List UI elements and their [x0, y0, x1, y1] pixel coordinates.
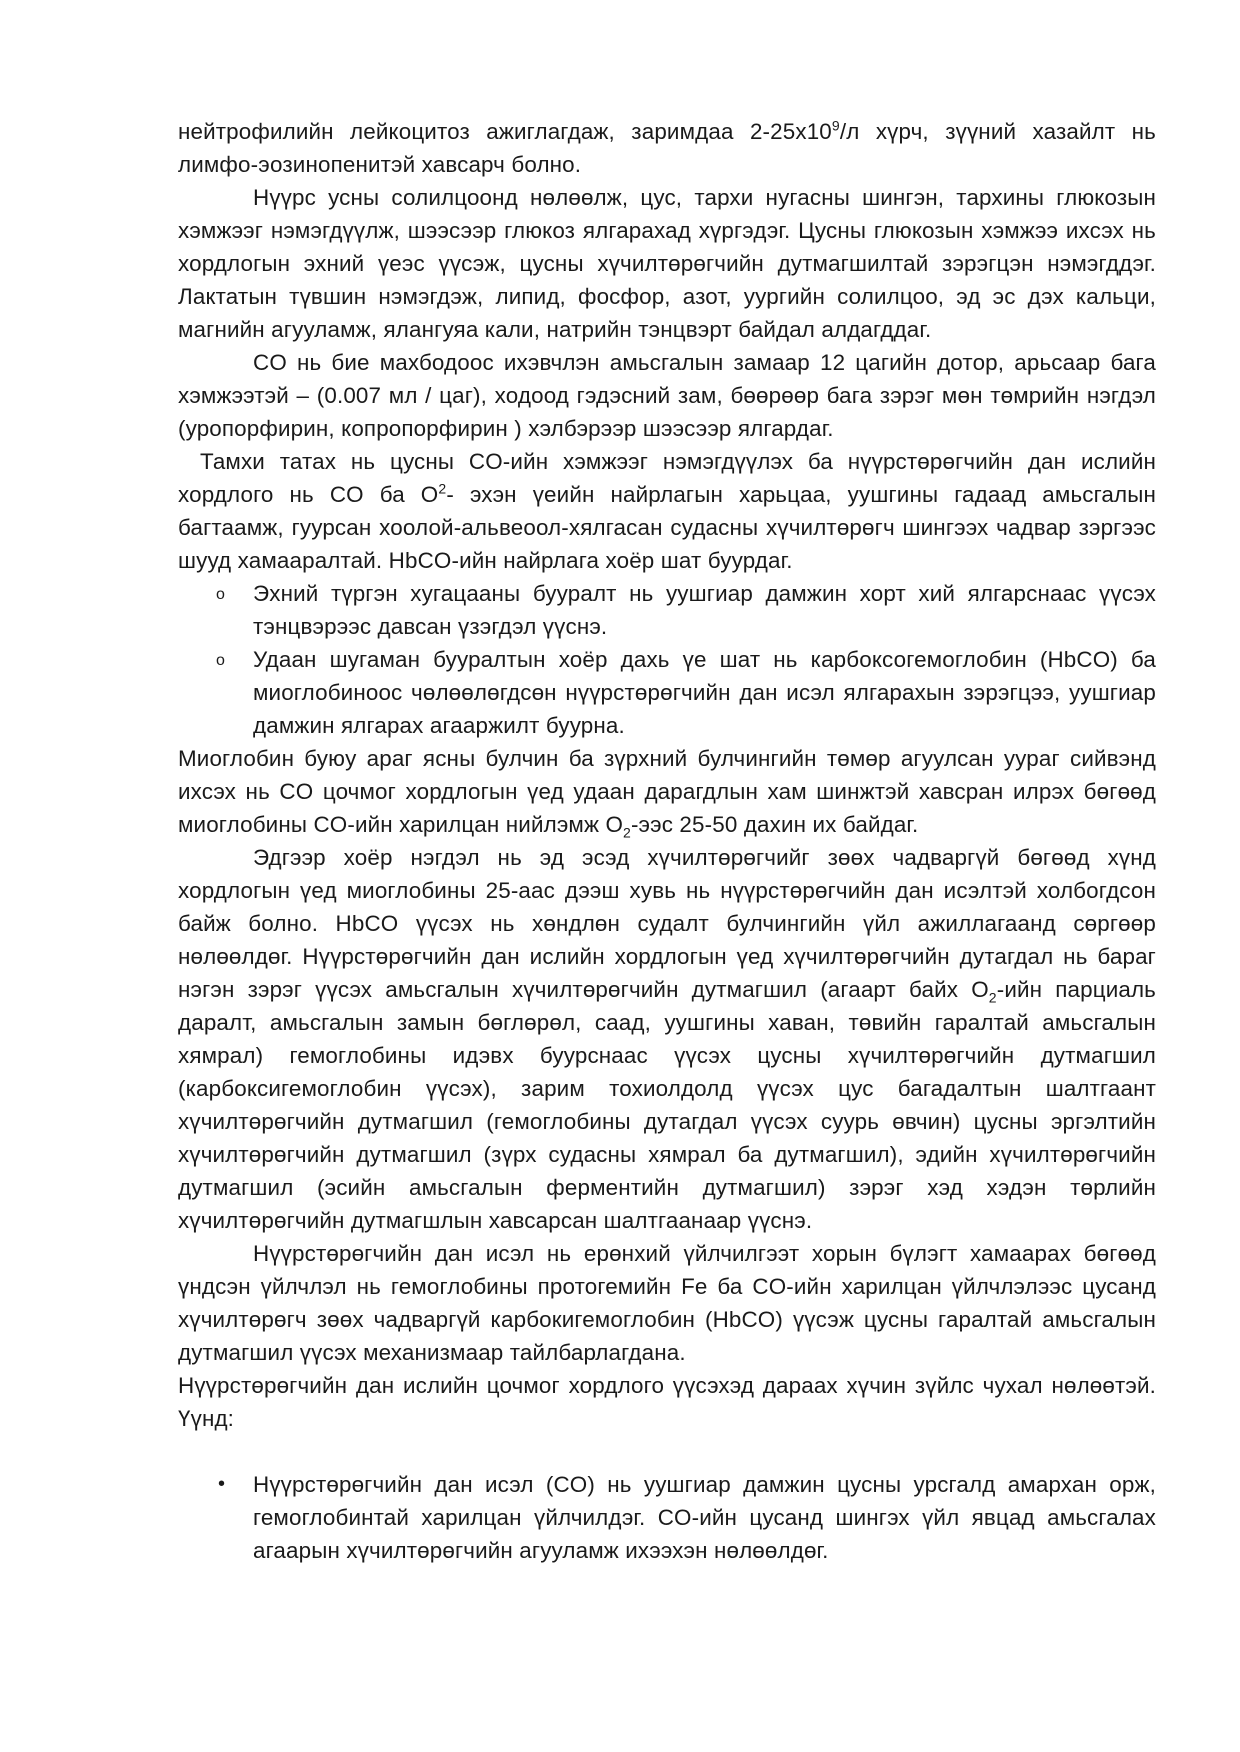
list-item — [178, 1468, 1156, 1567]
paragraph-2: Нүүрс усны солилцоонд нөлөөлж, цус, тархи нугасны шингэн, тархины глюкозын хэмжээг нэмэгдүүлж, шээсээр глюкоз ялгарахад хүргэдэг. Цусны глюкозын хэмжээ ихсэх нь хордлогын эхний үеэс үүсэж, цусны хүчилтөрөгчийн дутмагшилтай зэрэгцэн нэмэгддэг. Лактатын түвшин нэмэгдэж, липид, фосфор, азот, уургийн солилцоо, эд эс дэх кальци, магнийн агууламж, ялангуяа кали, натрийн тэнцвэрт байдал алдагддаг. — [178, 185, 1156, 342]
paragraph-4-text-a: Тамхи татах нь цусны CO-ийн хэмжээг нэмэгдүүлэх ба нүүрстөрөгчийн дан ислийн хордлого нь CO ба O — [178, 449, 1156, 507]
paragraph-6-text-a: Эдгээр хоёр нэгдэл нь эд эсэд хүчилтөрөгчийг зөөх чадваргүй бөгөөд хүнд хордлогын үед миоглобины 25-аас дээш хувь нь нүүрстөрөгчийн дан исэлтэй холбогдсон байж болно. HbCO үүсэх нь хөндлөн судалт булчингийн үйл ажиллагаанд сөргөөр нөлөөлдөг. Нүүрстөрөгчийн дан ислийн хордлогын үед хүчилтөрөгчийн дутагдал нь бараг нэгэн зэрэг үүсэх амьсгалын хүчилтөрөгчийн дутмагшил (агаарт байх O — [178, 845, 1156, 1002]
list-item-text: Нүүрстөрөгчийн дан исэл (CO) нь уушгиар дамжин цусны урсгалд амархан орж, гемоглобинтай харилцан үйлчилдэг. CO-ийн цусанд шингэх үйл явцад амьсгалах агаарын хүчилтөрөгчийн агууламж ихээхэн нөлөөлдөг. — [253, 1472, 1156, 1563]
paragraph-7: Нүүрстөрөгчийн дан исэл нь ерөнхий үйлчилгээт хорын бүлэгт хамаарах бөгөөд үндсэн үйлчлэл нь гемоглобины протогемийн Fe ба CO-ийн харилцан үйлчлэлээс цусанд хүчилтөрөгч зөөх чадваргүй карбокигемоглобин (HbCO) үүсэж цусны гаралтай амьсгалын дутмагшил үүсэх механизмаар тайлбарлагдана. — [178, 1241, 1156, 1365]
paragraph-1 — [178, 115, 1156, 181]
subscript: 2 — [623, 824, 631, 841]
paragraph-1-text-a: нейтрофилийн лейкоцитоз ажиглагдаж, заримдаа 2-25х10 — [178, 119, 832, 144]
superscript: 9 — [831, 117, 840, 134]
list-item-text: Эхний түргэн хугацааны бууралт нь уушгиар дамжин хорт хий ялгарснаас үүсэх тэнцвэрээс давсан үзэгдэл үүснэ. — [253, 581, 1156, 639]
subscript: 2 — [988, 989, 997, 1006]
paragraph-6 — [178, 841, 1156, 1237]
list-item-text: Удаан шугаман бууралтын хоёр дахь үе шат нь карбоксогемоглобин (HbCO) ба миоглобиноос чөлөөлөгдсөн нүүрстөрөгчийн дан исэл ялгарахын зэрэгцээ, уушгиар дамжин ялгарах агааржилт буурна. — [253, 647, 1156, 738]
paragraph-6-text-b: -ийн парциаль даралт, амьсгалын замын бөглөрөл, саад, уушгины хаван, төвийн гаралтай амьсгалын хямрал) гемоглобины идэвх буурснаас үүсэх цусны хүчилтөрөгчийн дутмагшил (карбоксигемоглобин үүсэх), зарим тохиолдолд үүсэх цус багадалтын шалтгаант хүчилтөрөгчийн дутмагшил (гемоглобины дутагдал үүсэх суурь өвчин) цусны эргэлтийн хүчилтөрөгчийн дутмагшил (зүрх судасны хямрал ба дутмагшил), эдийн хүчилтөрөгчийн дутмагшил (эсийн амьсгалын ферментийн дутмагшил) зэрэг хэд хэдэн төрлийн хүчилтөрөгчийн дутмагшлын хавсарсан шалтгаанаар үүснэ. — [178, 977, 1156, 1233]
disc-bullet-list — [178, 1468, 1156, 1567]
paragraph-3: CO нь бие махбодоос ихэвчлэн амьсгалын замаар 12 цагийн дотор, арьсаар бага хэмжээтэй – (0.007 мл / цаг), ходоод гэдэсний зам, бөөрөөр бага зэрэг мөн төмрийн нэгдэл (уропорфирин, копропорфирин ) хэлбэрээр шээсээр ялгардаг. — [178, 350, 1156, 441]
paragraph-5 — [178, 742, 1156, 841]
spacer — [178, 1435, 1156, 1468]
superscript: 2 — [438, 480, 447, 497]
paragraph-5-text-b: -ээс 25-50 дахин их байдаг. — [630, 812, 919, 837]
circle-bullet-list — [178, 577, 1156, 742]
disc-bullet-icon: • — [218, 1473, 226, 1495]
paragraph-1-text-b: /л хүрч, зүүний хазайлт нь лимфо-эозинопенитэй хавсарч болно. — [178, 119, 1156, 177]
paragraph-4 — [178, 445, 1156, 577]
list-item — [178, 643, 1156, 742]
list-item — [178, 577, 1156, 643]
circle-bullet-icon: o — [216, 652, 226, 669]
paragraph-4-text-b: - эхэн үеийн найрлагын харьцаа, уушгины гадаад амьсгалын багтаамж, гуурсан хоолой-альвеоол-хялгасан судасны хүчилтөрөгч шингээх чадвар зэргээс шууд хамааралтай. HbCO-ийн найрлага хоёр шат буурдаг. — [178, 482, 1157, 573]
circle-bullet-icon: o — [216, 586, 226, 603]
paragraph-8: Нүүрстөрөгчийн дан ислийн цочмог хордлого үүсэхэд дараах хүчин зүйлс чухал нөлөөтэй. Үүнд: — [178, 1373, 1156, 1431]
paragraph-5-text-a: Миоглобин буюу араг ясны булчин ба зүрхний булчингийн төмөр агуулсан уураг сийвэнд ихсэх нь CO цочмог хордлогын үед удаан дарагдлын хам шинжтэй хавсран илрэх бөгөөд миоглобины CO-ийн харилцан нийлэмж O — [178, 746, 1156, 837]
document-body — [178, 115, 1156, 1567]
